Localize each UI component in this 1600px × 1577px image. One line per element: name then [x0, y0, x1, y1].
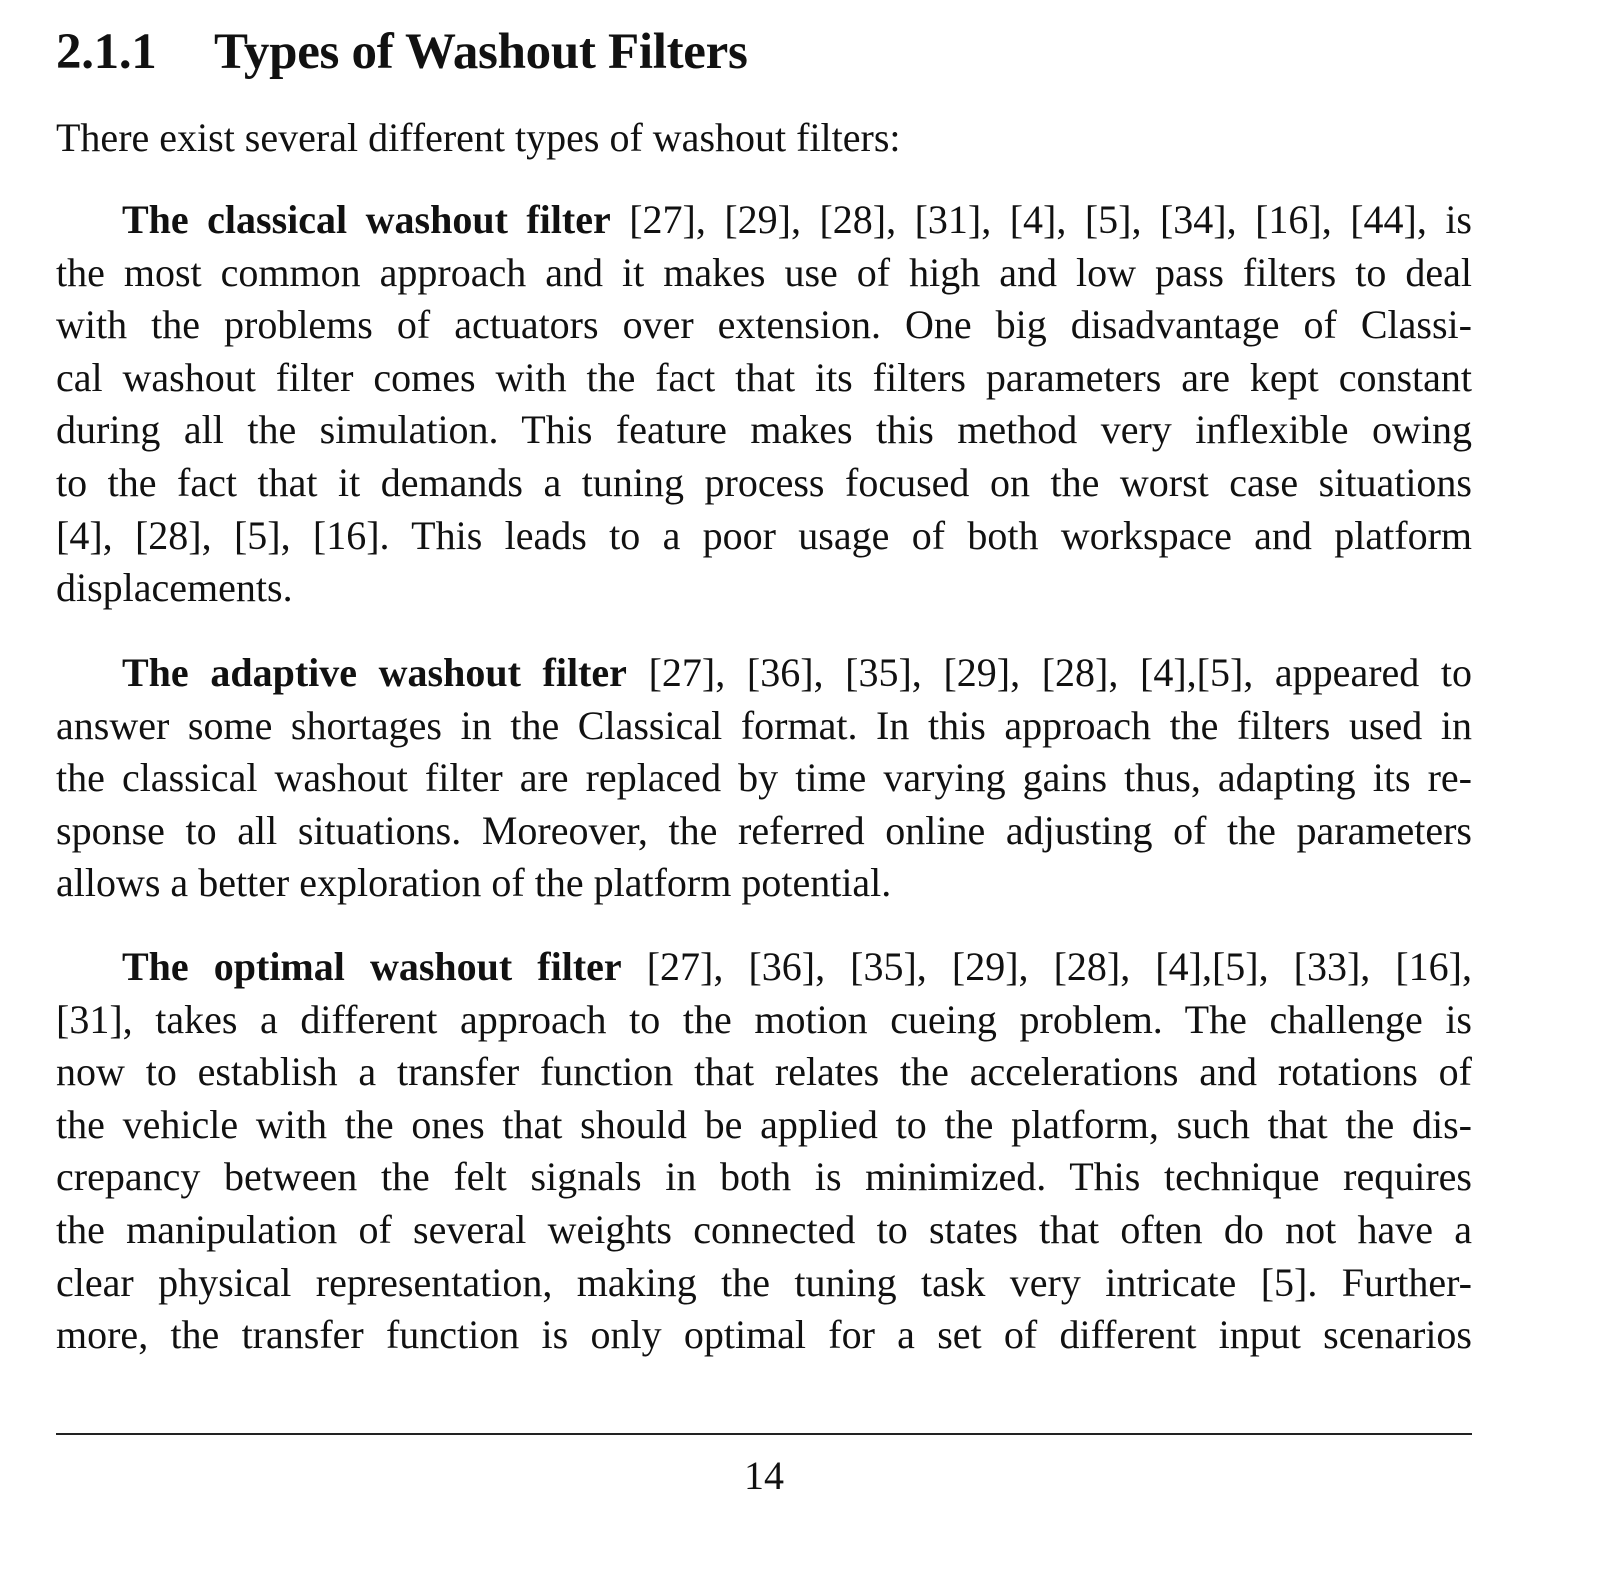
paragraph-line: displacements.	[56, 565, 293, 611]
footer-divider	[56, 1433, 1472, 1435]
paragraph-optimal-washout	[56, 941, 1472, 1362]
paragraph-line: the classical washout filter are replaced by time varying gains thus, adapting its re-	[56, 755, 1472, 801]
paragraph-line: crepancy between the felt signals in both is minimized. This technique requires	[56, 1154, 1472, 1200]
paragraph-line: [31], takes a different approach to the motion cueing problem. The challenge is	[56, 996, 1472, 1042]
paragraph-adaptive-washout	[56, 647, 1472, 910]
paragraph-line: the manipulation of several weights connected to states that often do not have a	[56, 1206, 1472, 1252]
paragraph-line: clear physical representation, making the tuning task very intricate [5]. Further-	[56, 1259, 1472, 1305]
paragraph-line: with the problems of actuators over extension. One big disadvantage of Classi-	[56, 302, 1472, 348]
paragraph-line: during all the simulation. This feature makes this method very inflexible owing	[56, 407, 1472, 453]
paragraph-line: the vehicle with the ones that should be applied to the platform, such that the dis-	[56, 1101, 1472, 1147]
citation-text: [27], [29], [28], [31], [4], [5], [34], [16], [44], is	[629, 197, 1472, 242]
citation-text: [27], [36], [35], [29], [28], [4],[5], [33], [16],	[646, 944, 1472, 989]
citation-text: [27], [36], [35], [29], [28], [4],[5], appeared to	[648, 650, 1472, 695]
term-optimal-washout-filter: The optimal washout filter	[122, 944, 622, 989]
paragraph-line: now to establish a transfer function that relates the accelerations and rotations of	[56, 1049, 1472, 1095]
paragraph-line: to the fact that it demands a tuning process focused on the worst case situations	[56, 459, 1472, 505]
paragraph-line	[56, 647, 1472, 700]
paragraph-classical-washout	[56, 194, 1472, 615]
paragraph-line: answer some shortages in the Classical format. In this approach the filters used in	[56, 702, 1472, 748]
paragraph-line: sponse to all situations. Moreover, the referred online adjusting of the parameters	[56, 807, 1472, 853]
paragraph-line	[56, 941, 1472, 994]
intro-sentence: There exist several different types of washout filters:	[56, 115, 901, 160]
paragraph-line: cal washout filter comes with the fact that its filters parameters are kept constant	[56, 354, 1472, 400]
paragraph-line	[56, 194, 1472, 247]
paragraph-line: [4], [28], [5], [16]. This leads to a poor usage of both workspace and platform	[56, 512, 1472, 558]
term-classical-washout-filter: The classical washout filter	[122, 197, 611, 242]
paragraph-line: the most common approach and it makes use of high and low pass filters to deal	[56, 249, 1472, 295]
term-adaptive-washout-filter: The adaptive washout filter	[122, 650, 627, 695]
page-number: 14	[744, 1453, 784, 1498]
section-number: 2.1.1	[56, 24, 157, 80]
section-heading	[56, 22, 748, 82]
paragraph-line: more, the transfer function is only optimal for a set of different input scenarios	[56, 1312, 1472, 1358]
paragraph-line: allows a better exploration of the platform potential.	[56, 860, 892, 906]
section-title: Types of Washout Filters	[214, 24, 748, 80]
